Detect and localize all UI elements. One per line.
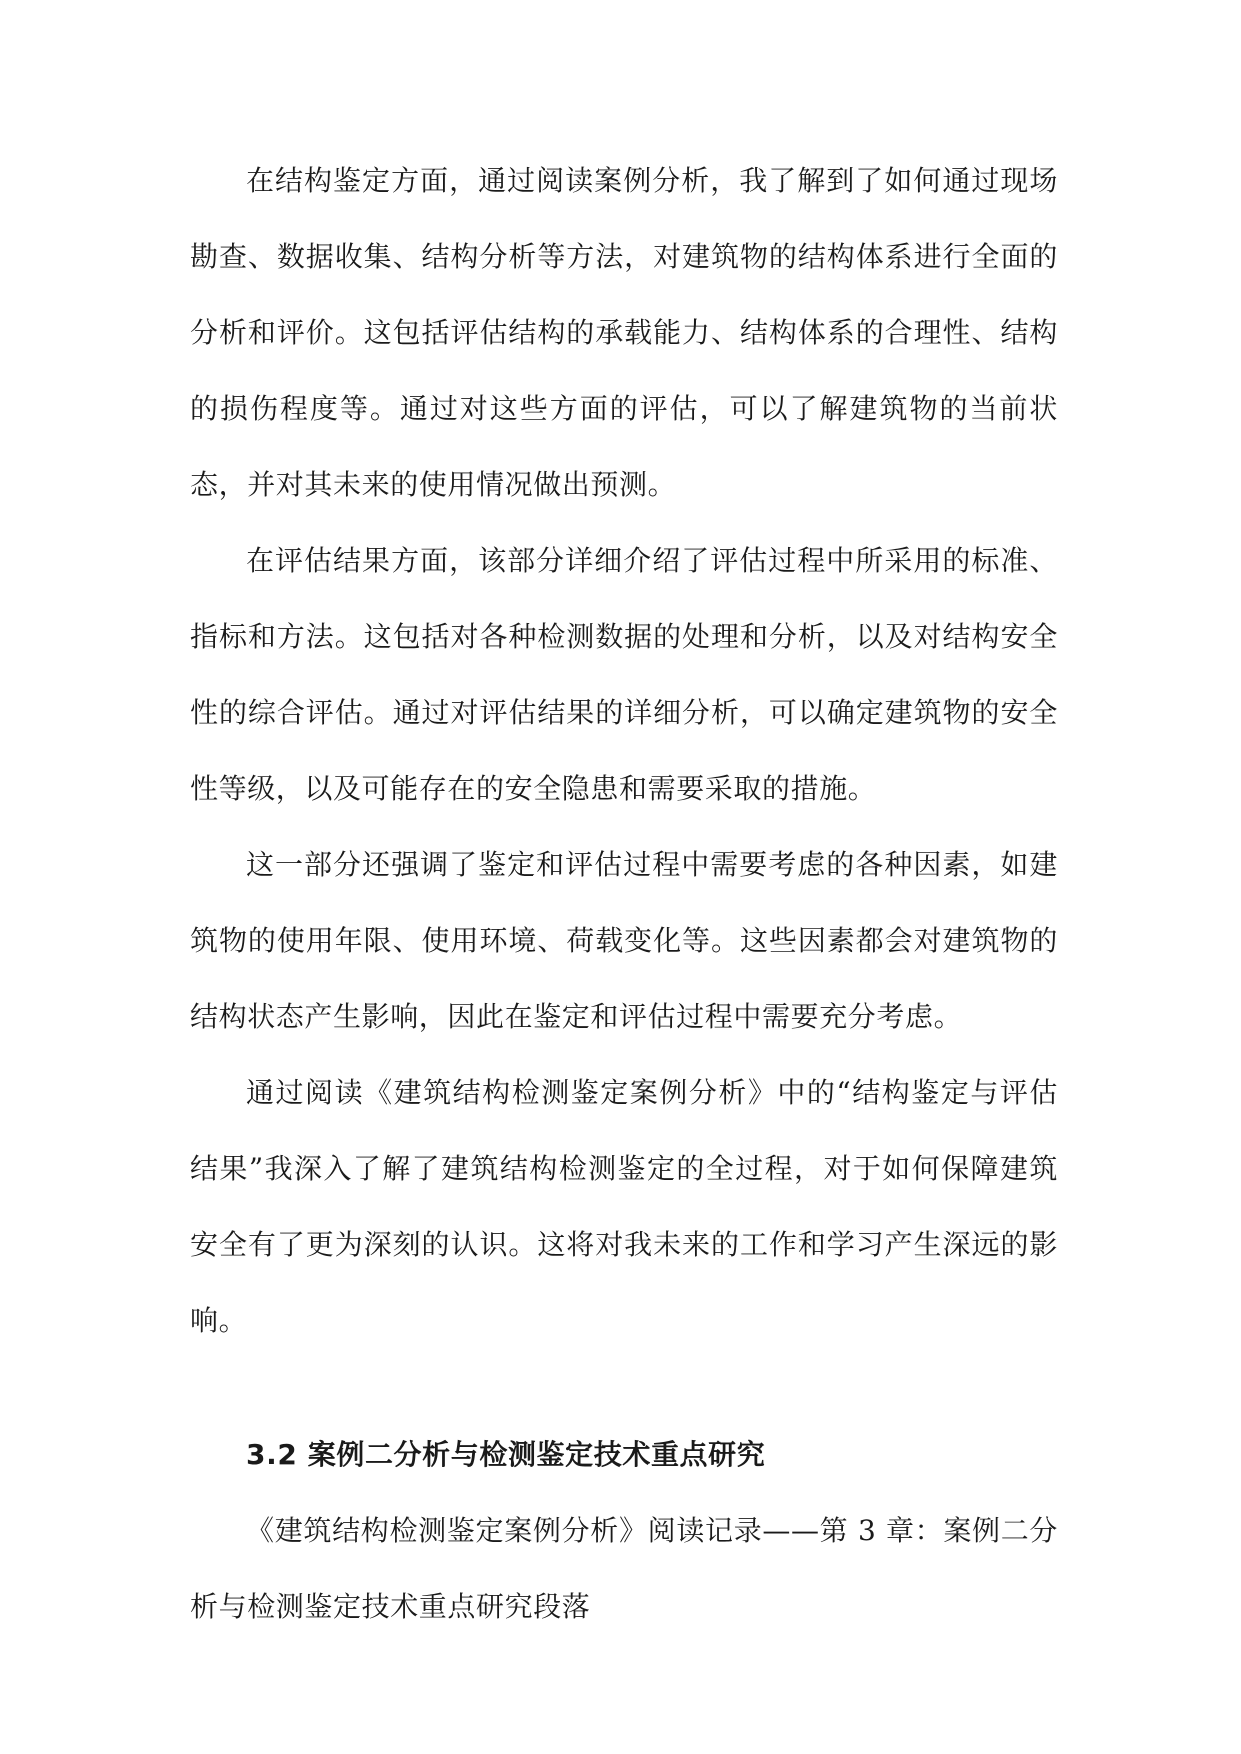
section-heading: 3.2 案例二分析与检测鉴定技术重点研究 — [246, 1438, 766, 1471]
body-paragraph: 在结构鉴定方面，通过阅读案例分析，我了解到了如何通过现场勘查、数据收集、结构分析等方法，对建筑物的结构体系进行全面的分析和评价。这包括评估结构的承载能力、结构体系的合理性、结构的损伤程度等。通过对这些方面的评估，可以了解建筑物的当前状态，并对其未来的使用情况做出预测。 — [190, 164, 1058, 501]
body-paragraph: 在评估结果方面，该部分详细介绍了评估过程中所采用的标准、指标和方法。这包括对各种检测数据的处理和分析，以及对结构安全性的综合评估。通过对评估结果的详细分析，可以确定建筑物的安全性等级，以及可能存在的安全隐患和需要采取的措施。 — [190, 544, 1058, 805]
body-paragraph: 通过阅读《建筑结构检测鉴定案例分析》中的“结构鉴定与评估结果”我深入了解了建筑结构检测鉴定的全过程，对于如何保障建筑安全有了更为深刻的认识。这将对我未来的工作和学习产生深远的影响。 — [190, 1076, 1058, 1337]
document-body — [190, 143, 1058, 1645]
body-paragraph: 这一部分还强调了鉴定和评估过程中需要考虑的各种因素，如建筑物的使用年限、使用环境、荷载变化等。这些因素都会对建筑物的结构状态产生影响，因此在鉴定和评估过程中需要充分考虑。 — [190, 848, 1058, 1033]
section-paragraph: 《建筑结构检测鉴定案例分析》阅读记录——第 3 章：案例二分析与检测鉴定技术重点研究段落 — [190, 1514, 1058, 1623]
